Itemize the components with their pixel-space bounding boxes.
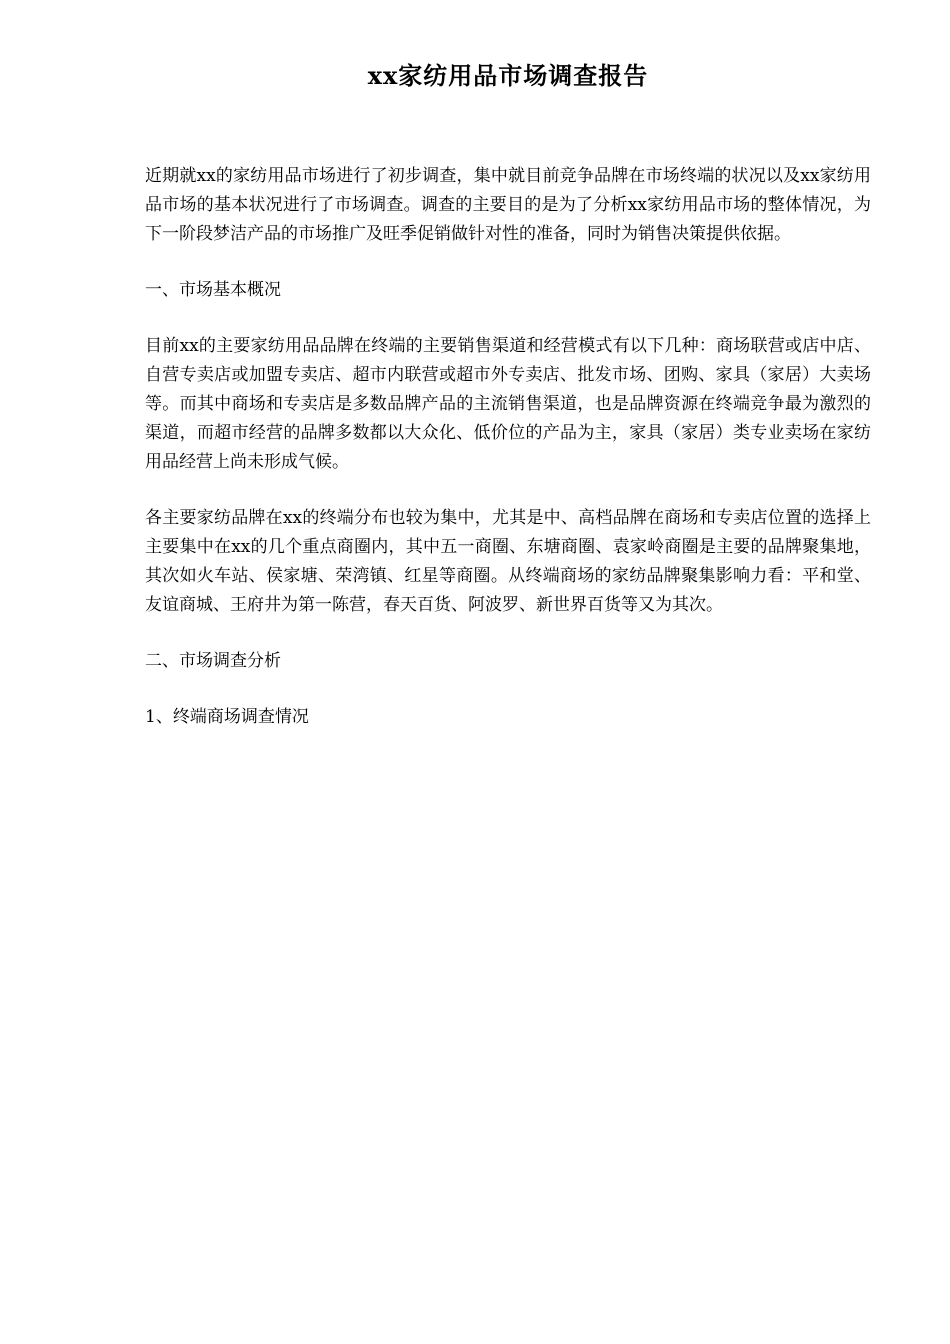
paragraph-terminal-distribution: 各主要家纺品牌在xx的终端分布也较为集中，尤其是中、高档品牌在商场和专卖店位置的选择上主要集中在xx的几个重点商圈内，其中五一商圈、东塘商圈、袁家岭商圈是主要的品牌聚集地，其次如火车站、侯家塘、荣湾镇、红星等商圈。从终端商场的家纺品牌聚集影响力看：平和堂、友谊商城、王府井为第一陈营，春天百货、阿波罗、新世界百货等又为其次。 <box>145 508 871 615</box>
document-title: xx家纺用品市场调查报告 <box>367 61 649 90</box>
paragraph-sales-channels: 目前xx的主要家纺用品品牌在终端的主要销售渠道和经营模式有以下几种：商场联营或店中店、自营专卖店或加盟专卖店、超市内联营或超市外专卖店、批发市场、团购、家具（家居）大卖场等。而其中商场和专卖店是多数品牌产品的主流销售渠道，也是品牌资源在终端竞争最为激烈的渠道，而超市经营的品牌多数都以大众化、低价位的产品为主，家具（家居）类专业卖场在家纺用品经营上尚未形成气候。 <box>145 336 871 472</box>
section-heading-market-overview: 一、市场基本概况 <box>145 280 281 300</box>
document-body <box>145 162 871 759</box>
section-heading-survey-analysis: 二、市场调查分析 <box>145 651 281 671</box>
subheading-terminal-mall-survey: 1、终端商场调查情况 <box>145 707 309 727</box>
intro-paragraph: 近期就xx的家纺用品市场进行了初步调查，集中就目前竞争品牌在市场终端的状况以及xx家纺用品市场的基本状况进行了市场调查。调查的主要目的是为了分析xx家纺用品市场的整体情况，为下一阶段梦洁产品的市场推广及旺季促销做针对性的准备，同时为销售决策提供依据。 <box>145 166 871 244</box>
